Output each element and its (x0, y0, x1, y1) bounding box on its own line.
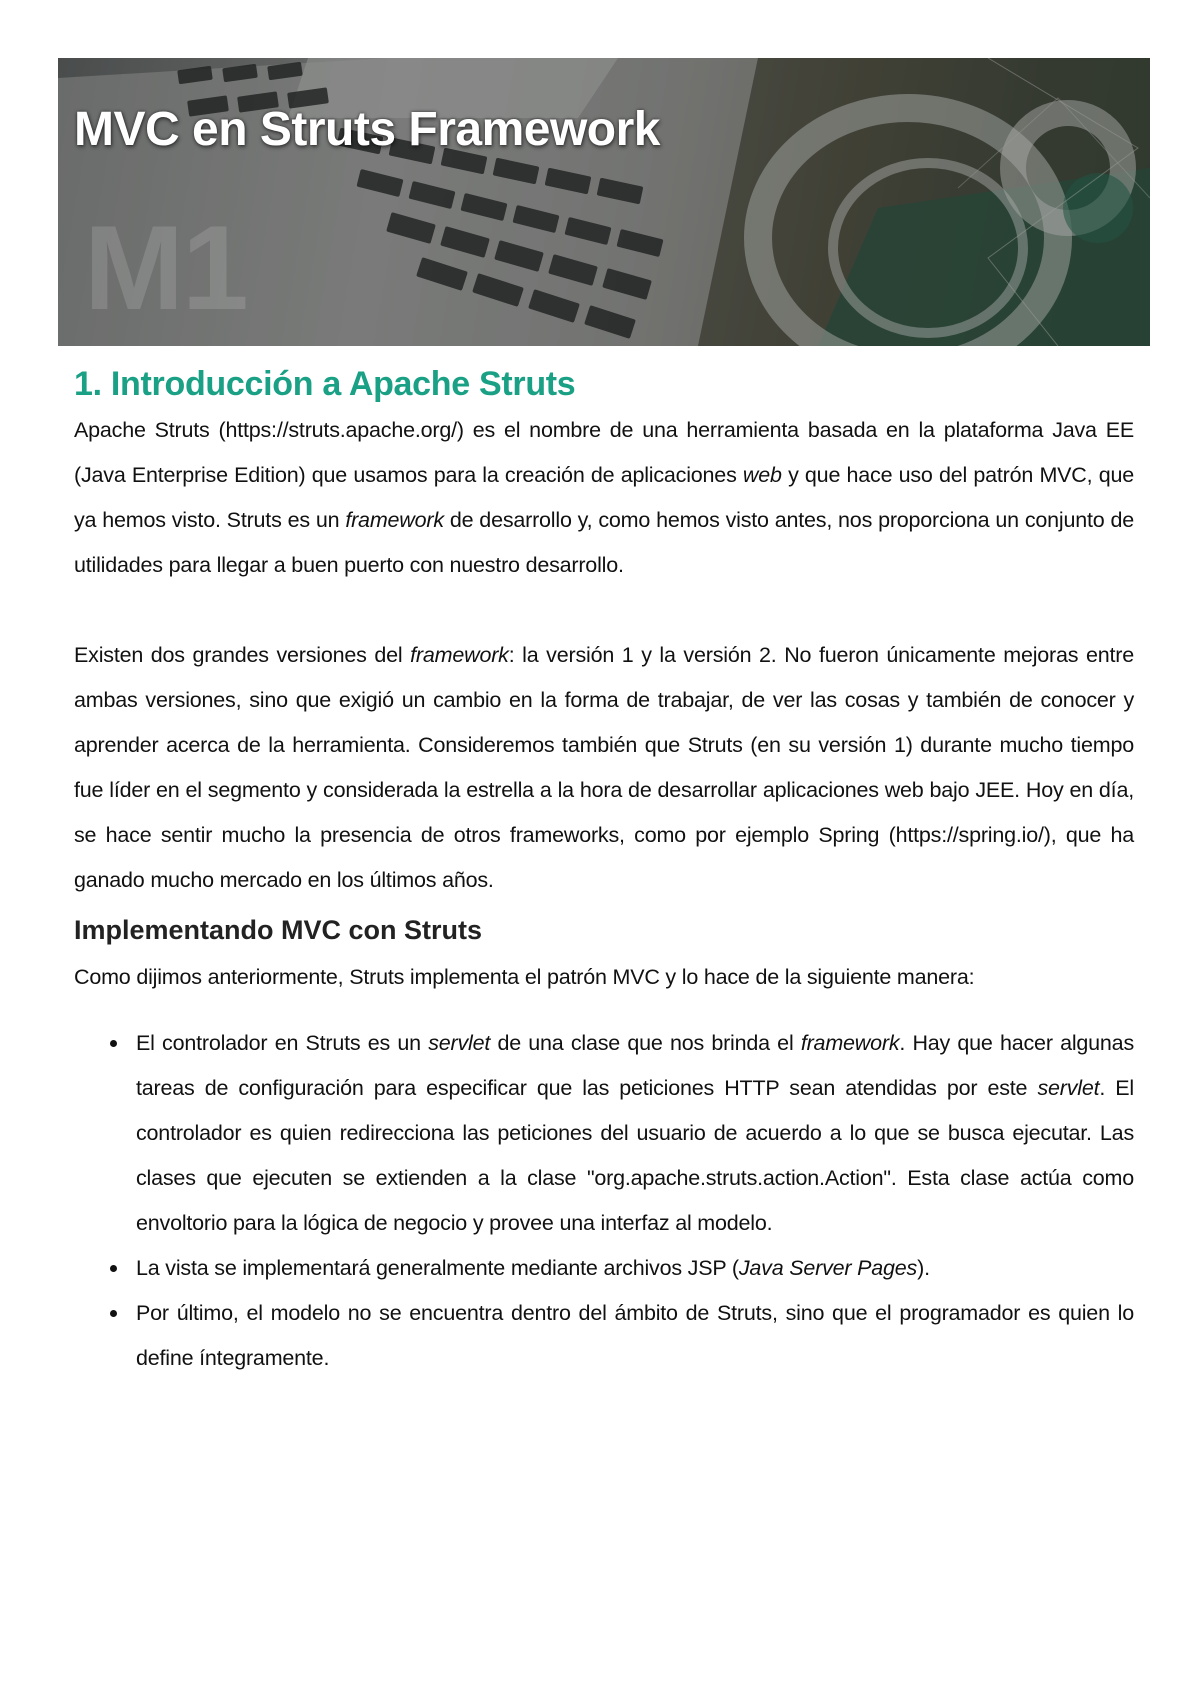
text-span: y que hace uso del patrón MVC, que ya hemos visto. Struts es un (74, 463, 1134, 532)
text-span: : la versión 1 y la versión 2. No fueron únicamente mejoras entre ambas versiones, sino que exigió un cambio en la forma de trabajar, de ver las cosas y también de conocer y aprender acerca de la herramienta. Consideremos también que Struts (en su versión 1) durante mucho tiempo fue líder en el segmento y considerada la estrella a la hora de desarrollar aplicaciones web bajo JEE. Hoy en día, se hace sentir mucho la presencia de otros frameworks, como por ejemplo Spring (https://spring.io/), que ha ganado mucho mercado en los últimos años. (74, 643, 1134, 892)
italic-term: framework (345, 508, 444, 532)
text-span: de desarrollo y, como hemos visto antes, nos proporciona un conjunto de utilidades para llegar a buen puerto con nuestro desarrollo. (74, 508, 1134, 577)
bullet-icon (110, 1310, 117, 1317)
text-span: ). (917, 1256, 930, 1280)
bullet-icon (110, 1265, 117, 1272)
module-watermark: M1 (84, 201, 247, 335)
list-item (136, 1021, 1134, 1246)
document-title: MVC en Struts Framework (74, 103, 660, 156)
main-content (74, 360, 1134, 1381)
text-span: Por último, el modelo no se encuentra dentro del ámbito de Struts, sino que el programador es quien lo define íntegramente. (136, 1301, 1134, 1370)
bullet-icon (110, 1040, 117, 1047)
text-span: La vista se implementará generalmente mediante archivos JSP ( (136, 1256, 739, 1280)
italic-term: framework (800, 1031, 900, 1055)
header-banner (58, 58, 1150, 346)
paragraph-versions (74, 633, 1134, 903)
italic-term: servlet (1037, 1076, 1100, 1100)
list-item (136, 1291, 1134, 1381)
paragraph-list-intro: Como dijimos anteriormente, Struts implementa el patrón MVC y lo hace de la siguiente manera: (74, 965, 975, 989)
subheading: Implementando MVC con Struts (74, 915, 483, 945)
italic-term: servlet (428, 1031, 491, 1055)
list-item (136, 1246, 1134, 1291)
bullet-list (74, 1021, 1134, 1381)
paragraph-intro (74, 408, 1134, 588)
text-span: . Hay que hacer algunas tareas de configuración para especificar que las peticiones HTTP sean atendidas por este (136, 1031, 1134, 1100)
italic-term: web (742, 463, 782, 487)
italic-term: Java Server Pages (738, 1256, 918, 1280)
text-span: El controlador en Struts es un (136, 1031, 429, 1055)
text-span: Existen dos grandes versiones del (74, 643, 411, 667)
text-span: Apache Struts (https://struts.apache.org/) es el nombre de una herramienta basada en la plataforma Java EE (Java Enterprise Edition) que usamos para la creación de aplicaciones (74, 418, 1134, 487)
section-heading: 1. Introducción a Apache Struts (74, 365, 576, 403)
text-span: de una clase que nos brinda el (490, 1031, 801, 1055)
text-span: . El controlador es quien redirecciona las peticiones del usuario de acuerdo a lo que se busca ejecutar. Las clases que ejecuten se extienden a la clase "org.apache.struts.action.Action". Esta clase actúa como envoltorio para la lógica de negocio y provee una interfaz al modelo. (136, 1076, 1135, 1235)
italic-term: framework (410, 643, 509, 667)
